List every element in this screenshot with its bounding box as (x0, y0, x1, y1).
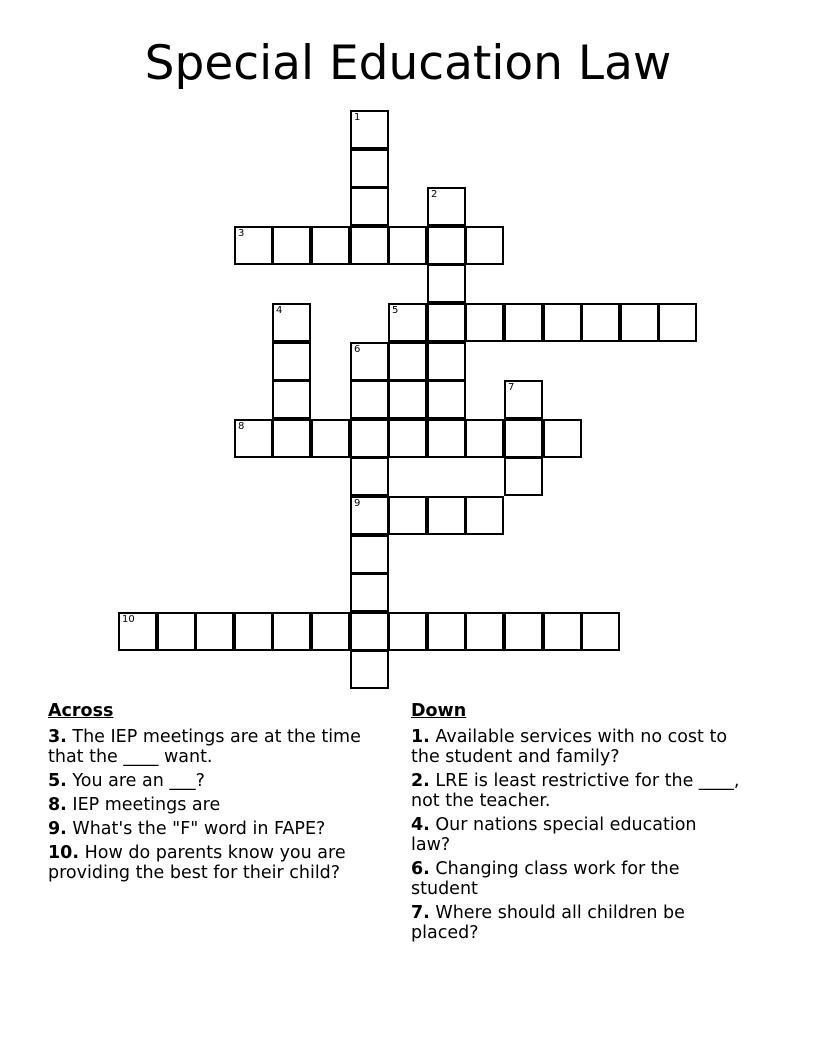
grid-cell[interactable] (388, 303, 427, 342)
grid-cell[interactable] (427, 226, 466, 265)
grid-cell[interactable] (272, 226, 311, 265)
clue-across-8 (48, 795, 378, 815)
grid-cell[interactable] (350, 380, 389, 419)
clue-number: 1. (411, 727, 430, 747)
grid-cell[interactable] (388, 226, 427, 265)
grid-cell[interactable] (427, 303, 466, 342)
grid-cell[interactable] (504, 612, 543, 651)
grid-cell[interactable] (311, 226, 350, 265)
grid-cell[interactable] (350, 419, 389, 458)
grid-cell[interactable] (350, 573, 389, 612)
grid-cell[interactable] (465, 226, 504, 265)
grid-cell[interactable] (427, 187, 466, 226)
grid-cell[interactable] (427, 612, 466, 651)
clue-number: 5. (48, 771, 67, 791)
grid-cell[interactable] (465, 419, 504, 458)
grid-cell[interactable] (350, 226, 389, 265)
grid-cell[interactable] (427, 342, 466, 381)
clue-number: 6. (411, 859, 430, 879)
cell-number: 2 (431, 189, 438, 200)
grid-cell[interactable] (272, 342, 311, 381)
grid-cell[interactable] (581, 303, 620, 342)
grid-cell[interactable] (658, 303, 697, 342)
grid-cell[interactable] (388, 342, 427, 381)
clue-text: LRE is least restrictive for the ____, not the teacher. (411, 771, 740, 811)
clue-number: 3. (48, 727, 67, 747)
clue-text: Our nations special education law? (411, 815, 697, 855)
clue-down-2 (411, 771, 741, 811)
clue-text: IEP meetings are (72, 795, 221, 815)
grid-cell[interactable] (427, 496, 466, 535)
grid-cell[interactable] (543, 419, 582, 458)
cell-number: 5 (392, 305, 399, 316)
grid-cell[interactable] (311, 612, 350, 651)
grid-cell[interactable] (388, 612, 427, 651)
clue-text: You are an ___? (72, 771, 205, 791)
clue-number: 2. (411, 771, 430, 791)
down-clues (411, 701, 741, 947)
grid-cell[interactable] (388, 380, 427, 419)
clue-number: 8. (48, 795, 67, 815)
clue-across-3 (48, 727, 378, 767)
grid-cell[interactable] (350, 496, 389, 535)
grid-cell[interactable] (118, 612, 157, 651)
grid-cell[interactable] (350, 149, 389, 188)
cell-number: 4 (276, 305, 283, 316)
down-heading: Down (411, 701, 467, 721)
clue-text: Available services with no cost to the student and family? (411, 727, 728, 767)
grid-cell[interactable] (272, 419, 311, 458)
grid-cell[interactable] (504, 419, 543, 458)
clue-across-5 (48, 771, 378, 791)
grid-cell[interactable] (234, 226, 273, 265)
grid-cell[interactable] (272, 303, 311, 342)
clue-number: 9. (48, 819, 67, 839)
clue-down-1 (411, 727, 741, 767)
grid-cell[interactable] (427, 380, 466, 419)
grid-cell[interactable] (581, 612, 620, 651)
grid-cell[interactable] (234, 419, 273, 458)
grid-cell[interactable] (350, 342, 389, 381)
grid-cell[interactable] (195, 612, 234, 651)
across-clues (48, 701, 378, 887)
page-title: Special Education Law (144, 36, 672, 91)
clue-text: The IEP meetings are at the time that the ____ want. (48, 727, 361, 767)
grid-cell[interactable] (465, 496, 504, 535)
grid-cell[interactable] (311, 419, 350, 458)
grid-cell[interactable] (465, 612, 504, 651)
grid-cell[interactable] (388, 496, 427, 535)
grid-cell[interactable] (350, 457, 389, 496)
grid-cell[interactable] (350, 110, 389, 149)
grid-cell[interactable] (350, 612, 389, 651)
cell-number: 7 (508, 382, 515, 393)
clue-text: Changing class work for the student (411, 859, 680, 899)
clue-across-10 (48, 843, 378, 883)
grid-cell[interactable] (157, 612, 196, 651)
clue-number: 4. (411, 815, 430, 835)
clue-down-4 (411, 815, 741, 855)
clue-text: How do parents know you are providing the best for their child? (48, 843, 346, 883)
grid-cell[interactable] (350, 535, 389, 574)
cell-number: 8 (238, 421, 245, 432)
grid-cell[interactable] (234, 612, 273, 651)
cell-number: 9 (354, 498, 361, 509)
cell-number: 3 (238, 228, 245, 239)
clue-down-7 (411, 903, 741, 943)
clue-text: Where should all children be placed? (411, 903, 685, 943)
clue-number: 10. (48, 843, 80, 863)
grid-cell[interactable] (620, 303, 659, 342)
clue-across-9 (48, 819, 378, 839)
clue-down-6 (411, 859, 741, 899)
cell-number: 10 (122, 614, 135, 625)
cell-number: 1 (354, 112, 361, 123)
cell-number: 6 (354, 344, 361, 355)
grid-cell[interactable] (504, 380, 543, 419)
grid-cell[interactable] (350, 187, 389, 226)
clue-text: What's the "F" word in FAPE? (72, 819, 326, 839)
across-heading: Across (48, 701, 114, 721)
grid-cell[interactable] (350, 650, 389, 689)
grid-cell[interactable] (272, 612, 311, 651)
grid-cell[interactable] (504, 457, 543, 496)
grid-cell[interactable] (465, 303, 504, 342)
clue-number: 7. (411, 903, 430, 923)
grid-cell[interactable] (272, 380, 311, 419)
grid-cell[interactable] (427, 264, 466, 303)
grid-cell[interactable] (543, 612, 582, 651)
grid-cell[interactable] (504, 303, 543, 342)
grid-cell[interactable] (427, 419, 466, 458)
grid-cell[interactable] (543, 303, 582, 342)
grid-cell[interactable] (388, 419, 427, 458)
